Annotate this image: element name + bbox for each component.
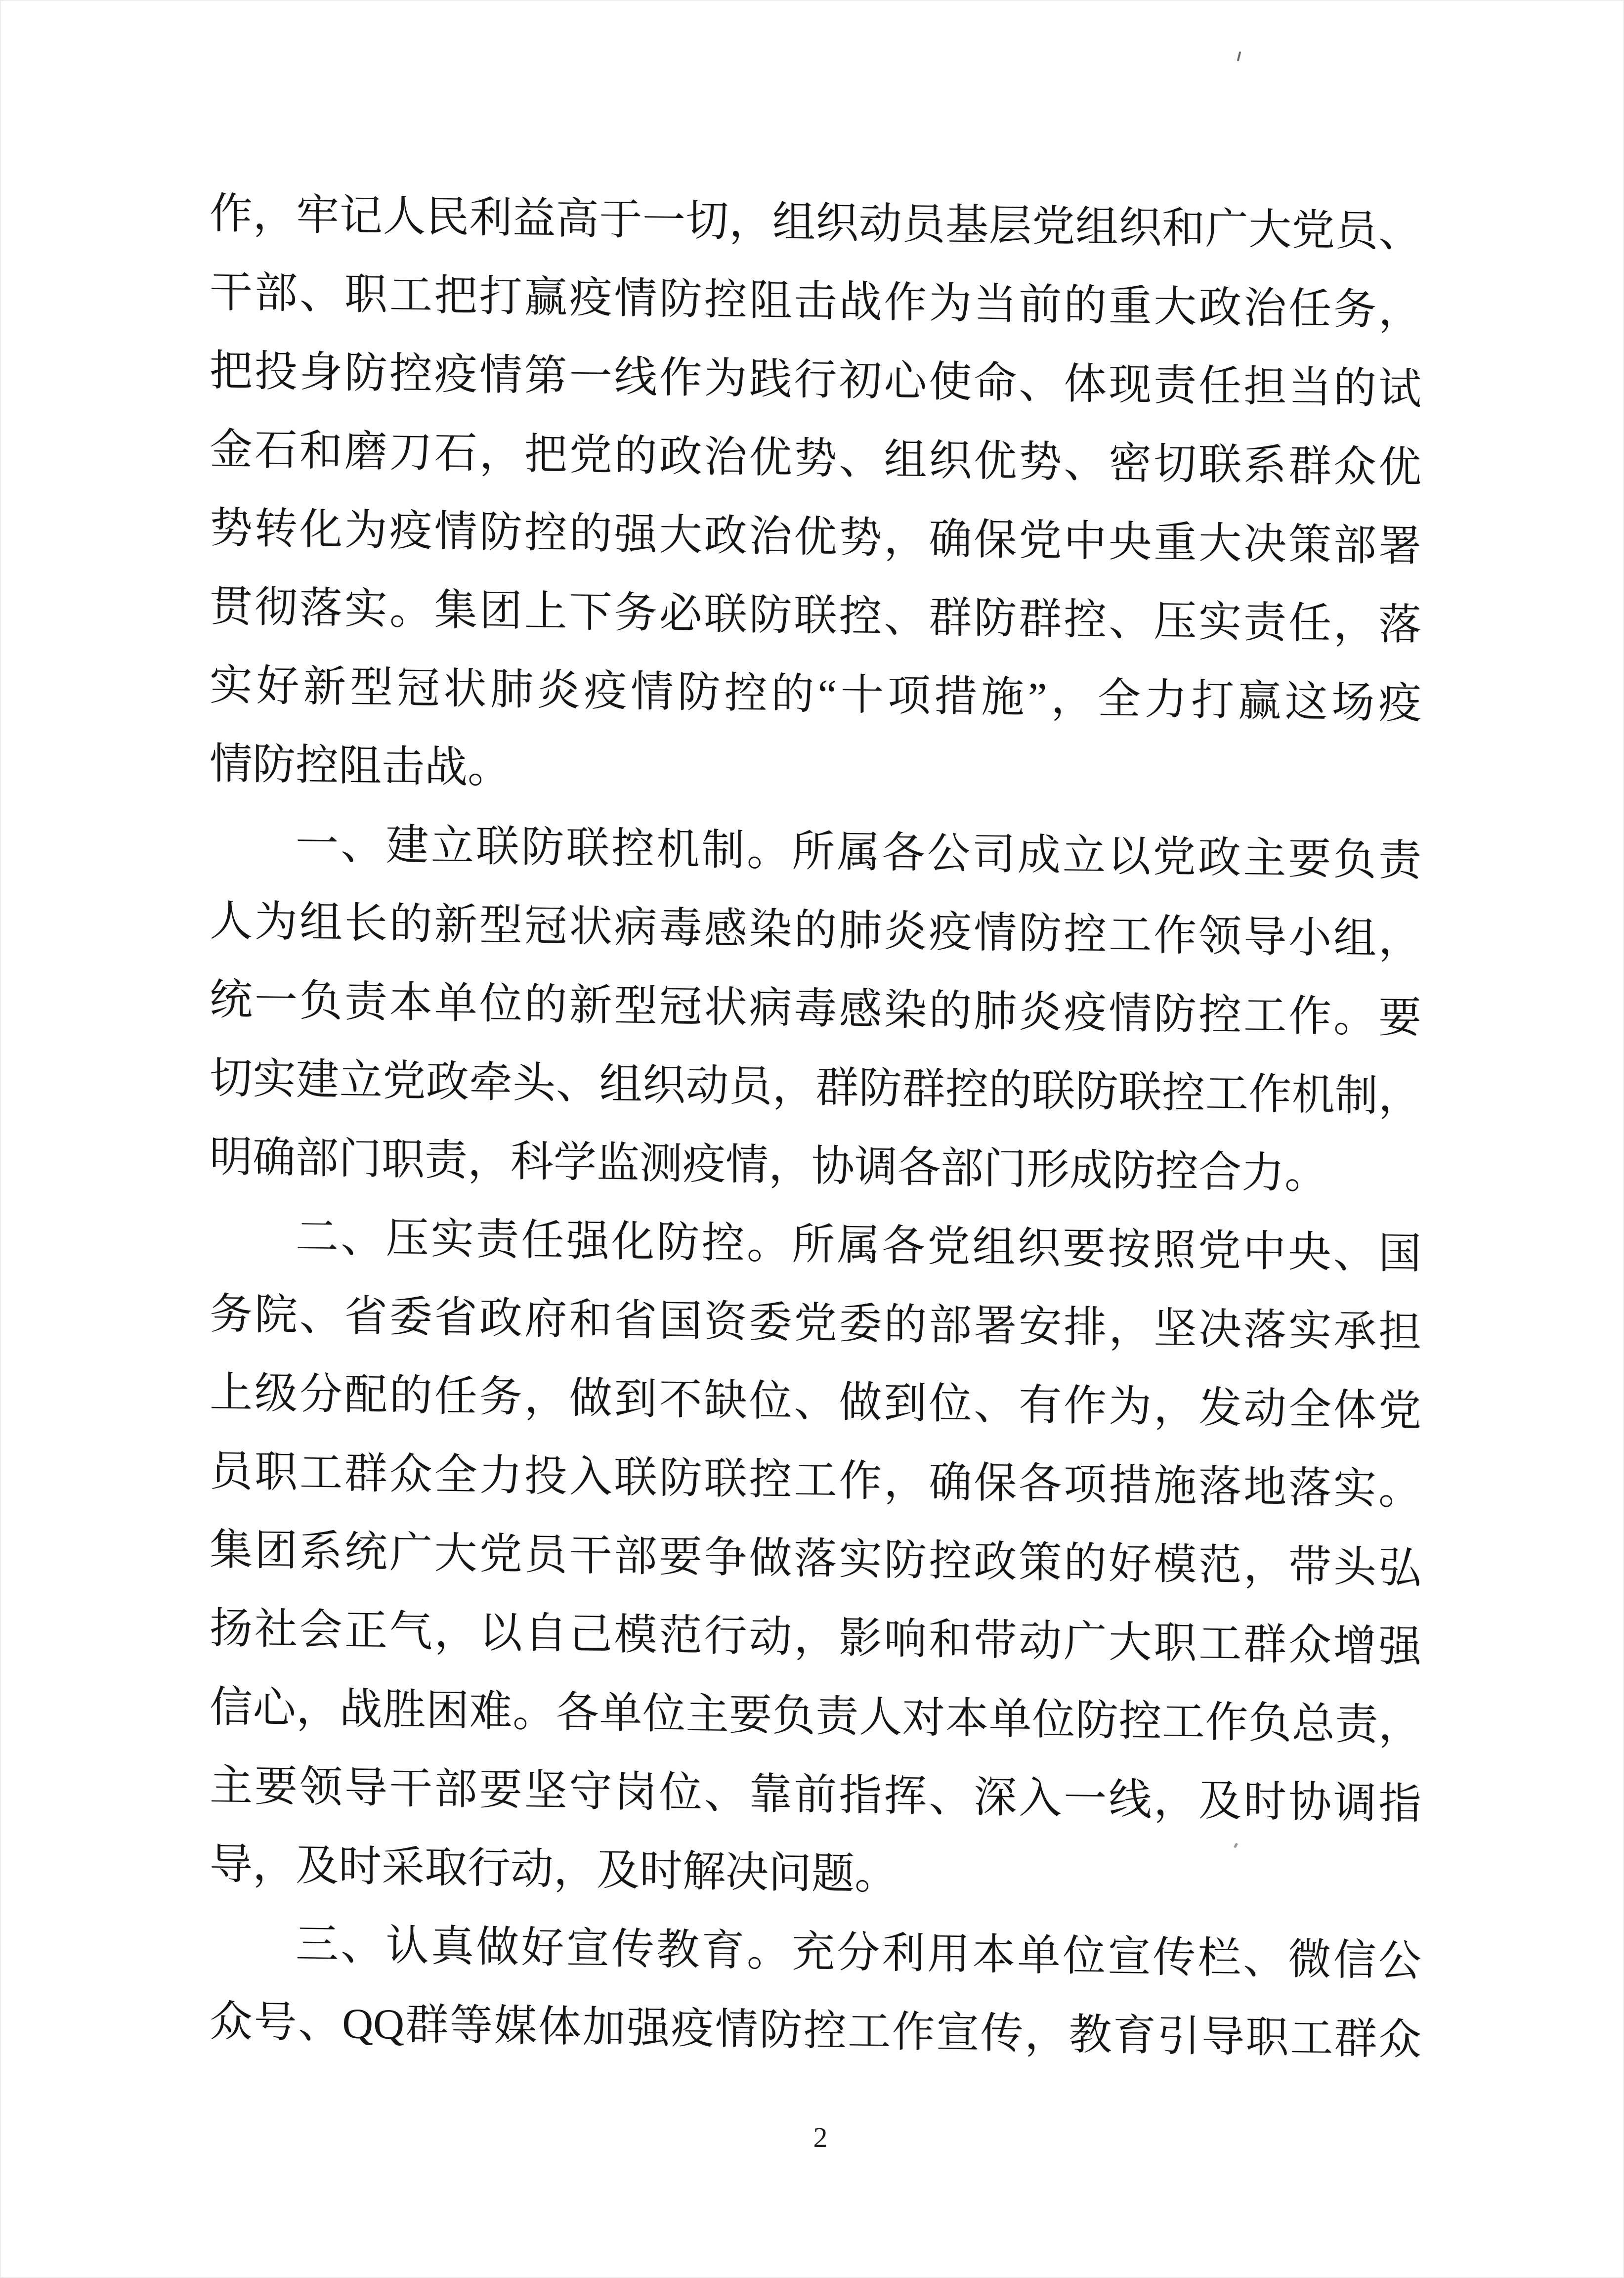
text-line: 情防控阻击战。 [210,740,511,792]
text-line: 势转化为疫情防控的强大政治优势，确保党中央重大决策部署 [210,504,1421,570]
text-line: 把投身防控疫情第一线作为践行初心使命、体现责任担当的试 [210,347,1421,413]
text-line: 扬社会正气，以自己模范行动，影响和带动广大职工群众增强 [210,1604,1421,1671]
text-line: 统一负责本单位的新型冠状病毒感染的肺炎疫情防控工作。要 [210,975,1421,1042]
text-line: 导，及时采取行动，及时解决问题。 [210,1840,897,1899]
text-line: 作，牢记人民利益高于一切，组织动员基层党组织和广大党员、 [210,189,1421,256]
text-line: 人为组长的新型冠状病毒感染的肺炎疫情防控工作领导小组， [210,897,1421,964]
page-number: 2 [813,2121,828,2154]
text-line: 实好新型冠状肺炎疫情防控的“十项措施”，全力打赢这场疫 [210,661,1421,728]
text-line: 一、建立联防联控机制。所属各公司成立以党政主要负责 [296,819,1421,885]
text-line: 员职工群众全力投入联防联控工作，确保各项措施落地落实。 [210,1447,1421,1514]
text-line: 务院、省委省政府和省国资委党委的部署安排，坚决落实承担 [210,1290,1421,1357]
text-line: 信心，战胜困难。各单位主要负责人对本单位防控工作负总责， [210,1683,1421,1750]
text-line: 上级分配的任务，做到不缺位、做到位、有作为，发动全体党 [210,1368,1421,1435]
scan-speck-top-right [1237,51,1241,61]
text-line: 金石和磨刀石，把党的政治优势、组织优势、密切联系群众优 [210,425,1421,492]
text-line: 干部、职工把打赢疫情防控阻击战作为当前的重大政治任务， [210,268,1421,335]
text-line: 集团系统广大党员干部要争做落实防控政策的好模范，带头弘 [210,1526,1421,1592]
text-line: 切实建立党政牵头、组织动员，群防群控的联防联控工作机制， [210,1054,1421,1121]
text-line: 主要领导干部要坚守岗位、靠前指挥、深入一线，及时协调指 [210,1761,1421,1828]
text-line: 三、认真做好宣传教育。充分利用本单位宣传栏、微信公 [296,1920,1421,1985]
text-line: 众号、QQ群等媒体加强疫情防控工作宣传，教育引导职工群众 [210,1997,1421,2064]
text-line: 二、压实责任强化防控。所属各党组织要按照党中央、国 [296,1212,1421,1278]
text-line: 明确部门职责，科学监测疫情，协调各部门形成防控合力。 [210,1133,1327,1198]
text-line: 贯彻落实。集团上下务必联防联控、群防群控、压实责任，落 [210,582,1421,649]
text-block [210,174,1421,2079]
